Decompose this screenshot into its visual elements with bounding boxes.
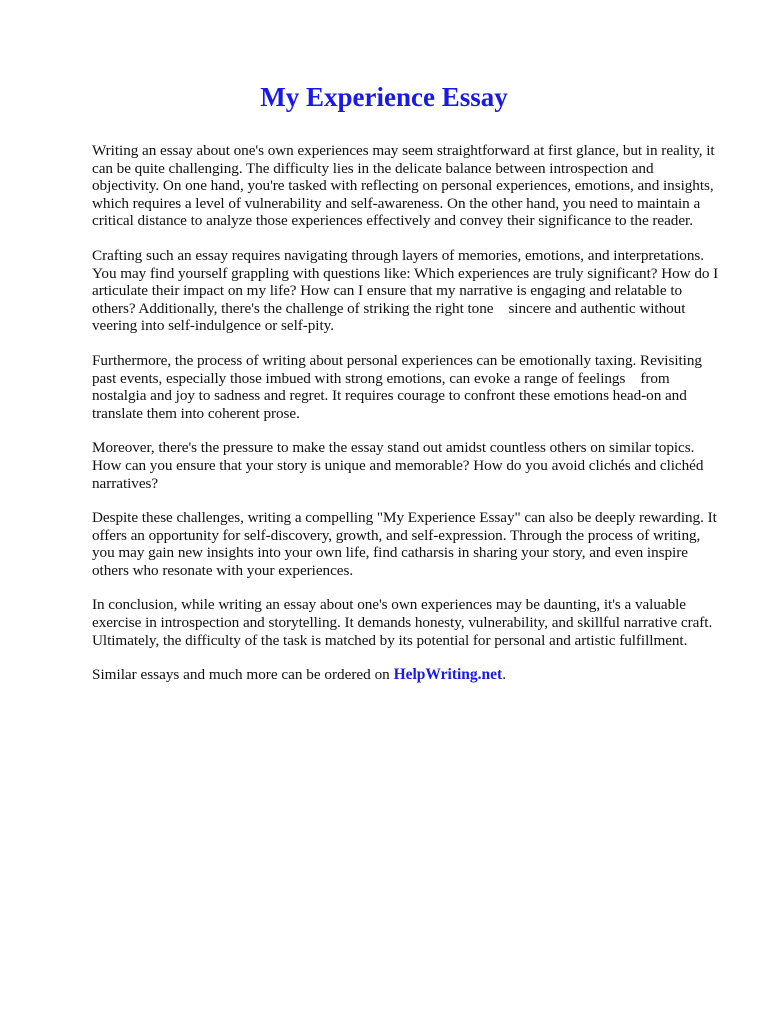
footer-text: Similar essays and much more can be ordered on	[92, 666, 394, 684]
paragraph-5: Despite these challenges, writing a compelling "My Experience Essay" can also be deeply rewarding. It offers an opportunity for self-discovery, growth, and self-expression. Through the process of writing, you may gain new insights into your own life, find catharsis in sharing your story, and even inspire others who resonate with your experiences.	[92, 509, 721, 579]
paragraph-2: Crafting such an essay requires navigating through layers of memories, emotions, and interpretations. You may find yourself grappling with questions like: Which experiences are truly significant? How do I articulate their impact on my life? How can I ensure that my narrative is engaging and relatable to others? Additionally, there's the challenge of striking the right tone sincere and authentic without veering into self-indulgence or self-pity.	[92, 246, 722, 335]
footer-suffix: .	[502, 666, 507, 684]
paragraph-6: In conclusion, while writing an essay about one's own experiences may be daunting, it's a valuable exercise in introspection and storytelling. It demands honesty, vulnerability, and skillful narrative craft. Ultimately, the difficulty of the task is matched by its potential for personal and artistic fulfillment.	[92, 596, 716, 649]
document-title: My Experience Essay	[260, 82, 508, 112]
document-body	[92, 142, 722, 684]
helpwriting-link[interactable]: HelpWriting.net	[393, 666, 503, 684]
paragraph-3: Furthermore, the process of writing about personal experiences can be emotionally taxing. Revisiting past events, especially those imbued with strong emotions, can evoke a range of feelings from nostalgia and joy to sadness and regret. It requires courage to confront these emotions head-on and translate them into coherent prose.	[92, 351, 706, 422]
footer-line	[92, 666, 722, 684]
paragraph-4: Moreover, there's the pressure to make the essay stand out amidst countless others on similar topics. How can you ensure that your story is unique and memorable? How do you avoid clichés and clichéd narratives?	[92, 439, 708, 492]
paragraph-1: Writing an essay about one's own experiences may seem straightforward at first glance, but in reality, it can be quite challenging. The difficulty lies in the delicate balance between introspection and objectivity. On one hand, you're tasked with reflecting on personal experiences, emotions, and insights, which requires a level of vulnerability and self-awareness. On the other hand, you need to maintain a critical distance to analyze those experiences effectively and convey their significance to the reader.	[92, 142, 719, 230]
